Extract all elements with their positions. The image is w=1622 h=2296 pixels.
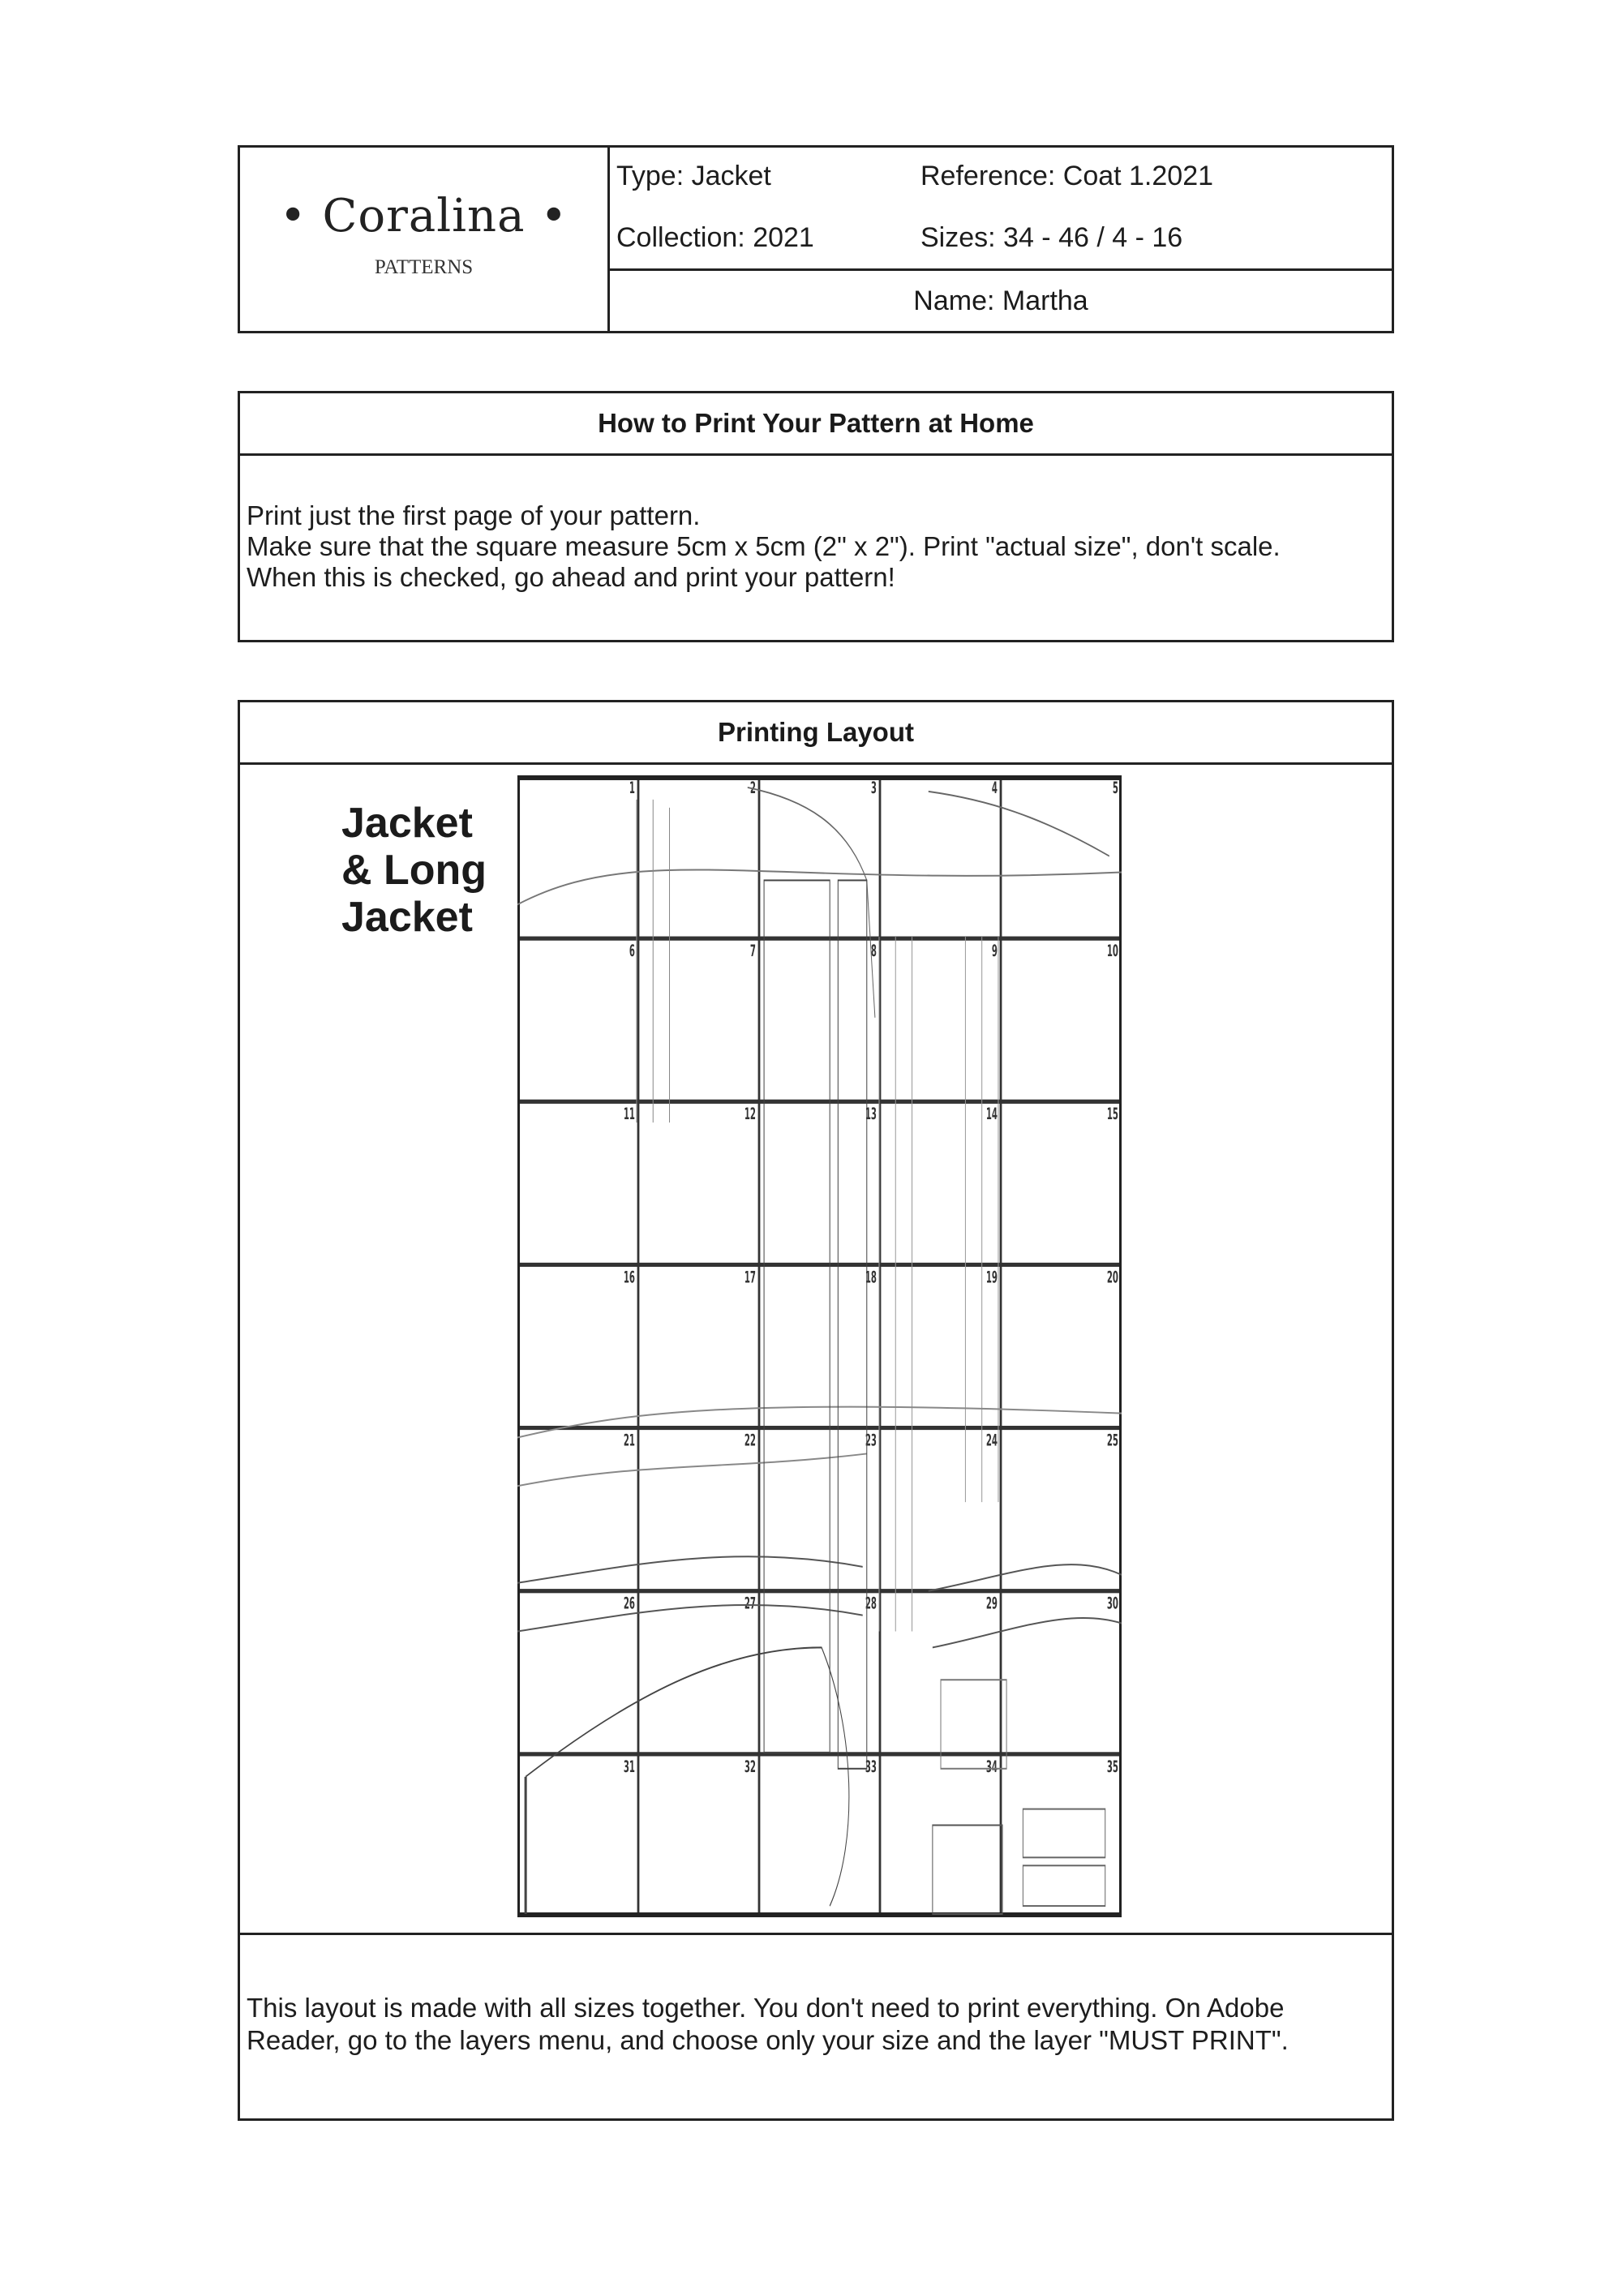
tile-page-number: 10 (1106, 941, 1118, 961)
tile-page (880, 1428, 1001, 1591)
tile-page (1001, 938, 1122, 1101)
tile-page-number: 34 (985, 1756, 998, 1776)
pattern-header (238, 145, 1394, 333)
tile-page-number: 35 (1106, 1756, 1118, 1776)
jacket-title (341, 800, 487, 941)
tile-page-number: 6 (629, 941, 635, 961)
pattern-type: Type: Jacket (616, 161, 771, 191)
tile-page-number: 28 (865, 1593, 877, 1613)
print-instructions-text (247, 500, 1385, 593)
tile-page (880, 775, 1001, 938)
tile-page-number: 4 (991, 778, 998, 797)
tile-page (638, 1264, 759, 1427)
tile-page (517, 1264, 638, 1427)
tile-page (1001, 1264, 1122, 1427)
tile-page (759, 775, 880, 938)
tile-page (638, 775, 759, 938)
tile-page (880, 1101, 1001, 1264)
tile-page-number: 21 (623, 1430, 635, 1450)
jacket-title-line: & Long (341, 847, 487, 894)
sheet-border (518, 777, 1121, 1916)
tile-grid (517, 775, 1122, 1917)
tile-page-number: 33 (865, 1756, 877, 1776)
tile-page (517, 1101, 638, 1264)
pattern-reference: Reference: Coat 1.2021 (920, 161, 1214, 191)
logo-cell (240, 148, 610, 331)
tile-page-number: 13 (865, 1104, 877, 1124)
tile-page-number: 2 (749, 778, 756, 797)
tile-page-number: 3 (870, 778, 877, 797)
pattern-name: Name: Martha (913, 285, 1088, 316)
tile-page-number: 5 (1112, 778, 1118, 797)
tile-page-number: 15 (1106, 1104, 1118, 1124)
tile-page (638, 1101, 759, 1264)
tile-page (880, 1264, 1001, 1427)
tile-page-number: 7 (749, 941, 756, 961)
tile-page-number: 24 (985, 1430, 998, 1450)
tile-page (638, 1428, 759, 1591)
tile-page (517, 938, 638, 1101)
tile-page-number: 22 (744, 1430, 756, 1450)
print-instructions-title: How to Print Your Pattern at Home (240, 393, 1392, 456)
pattern-pieces (517, 788, 1122, 1914)
tile-page-number: 18 (865, 1267, 877, 1287)
pattern-name-row (610, 271, 1392, 331)
tile-page-number: 8 (870, 941, 877, 961)
brand-logo: • Coralina • (279, 190, 569, 242)
tile-page-number: 20 (1106, 1267, 1118, 1287)
tile-page (517, 1754, 638, 1917)
pattern-info (610, 148, 1392, 271)
tile-page (1001, 1591, 1122, 1754)
pattern-tile-sheet (517, 775, 1122, 1917)
tile-page (638, 938, 759, 1101)
tile-page (880, 938, 1001, 1101)
layout-note: This layout is made with all sizes together. You don't need to print everything. On Adobe Reader, go to the layers menu, and choose only your size and the layer "MUST PRINT". (247, 1993, 1289, 2055)
jacket-title-line: Jacket (341, 894, 473, 941)
printing-layout-title: Printing Layout (240, 702, 1392, 765)
pattern-collection: Collection: 2021 (616, 222, 814, 253)
tile-page-number: 29 (985, 1593, 998, 1613)
brand-subtitle: PATTERNS (374, 256, 474, 278)
layout-divider (240, 1933, 1392, 1935)
tile-page-number: 16 (623, 1267, 635, 1287)
pattern-sizes: Sizes: 34 - 46 / 4 - 16 (920, 222, 1183, 253)
tile-page (1001, 775, 1122, 938)
jacket-title-line: Jacket (341, 800, 473, 847)
instruction-line: Print just the first page of your pattern. (247, 500, 701, 530)
tile-page-number: 1 (629, 778, 635, 797)
tile-page (759, 1264, 880, 1427)
instruction-line: When this is checked, go ahead and print your pattern! (247, 562, 895, 592)
tile-page-number: 32 (744, 1756, 756, 1776)
tile-page-number: 23 (865, 1430, 877, 1450)
tile-page-number: 19 (985, 1267, 998, 1287)
tile-page (759, 1754, 880, 1917)
tile-page (759, 938, 880, 1101)
instruction-line: Make sure that the square measure 5cm x 5cm (2" x 2"). Print "actual size", don't scale. (247, 531, 1281, 561)
tile-page-number: 31 (623, 1756, 635, 1776)
tile-page-number: 27 (744, 1593, 756, 1613)
tile-page-number: 11 (623, 1104, 635, 1124)
tile-page (880, 1754, 1001, 1917)
tile-page (1001, 1101, 1122, 1264)
tile-page-number: 14 (985, 1104, 998, 1124)
tile-page (638, 1754, 759, 1917)
tile-page (517, 775, 638, 938)
tile-page-number: 26 (623, 1593, 635, 1613)
tile-page (1001, 1754, 1122, 1917)
tile-page-number: 12 (744, 1104, 756, 1124)
tile-page-number: 25 (1106, 1430, 1118, 1450)
tile-page (759, 1101, 880, 1264)
print-instructions (238, 391, 1394, 642)
tile-page-number: 30 (1106, 1593, 1118, 1613)
tile-page-number: 17 (744, 1267, 756, 1287)
tile-page-number: 9 (991, 941, 998, 961)
tile-page (1001, 1428, 1122, 1591)
